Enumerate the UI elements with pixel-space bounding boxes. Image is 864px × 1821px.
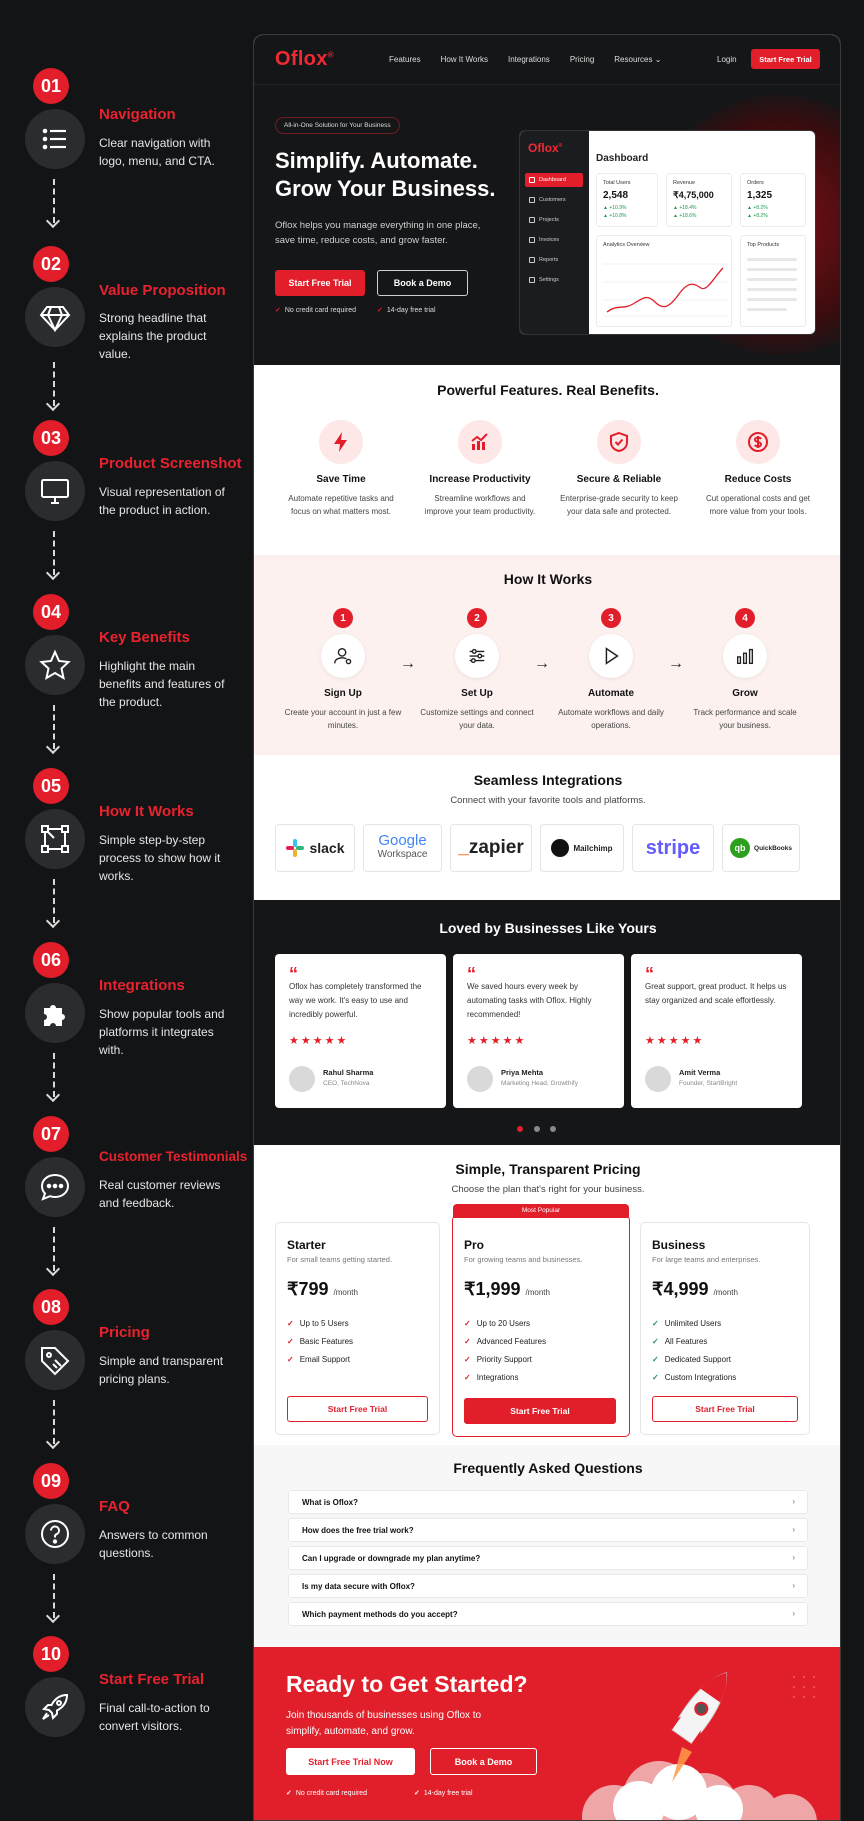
testimonial-name: Amit Verma	[679, 1068, 721, 1077]
projects-icon	[529, 217, 535, 223]
cta-check-no-card: ✓ No credit card required	[286, 1790, 368, 1797]
navbar	[254, 35, 840, 85]
chevron-right-icon: ›	[792, 1553, 795, 1562]
step-number: 08	[33, 1289, 69, 1325]
how-step-title: Grow	[732, 688, 758, 699]
nav-link-how-it-works[interactable]: How It Works	[440, 55, 488, 64]
faq-item[interactable]: What is Oflox? ›	[288, 1490, 808, 1514]
feature-save-time	[276, 420, 406, 518]
dash-menu-settings[interactable]: Settings	[525, 273, 583, 287]
workflow-icon	[25, 809, 85, 869]
step-desc: Show popular tools and platforms it integrates with.	[99, 1007, 225, 1057]
plan-feature: ✓ Priority Support	[464, 1355, 532, 1364]
nav-start-trial-button[interactable]: Start Free Trial	[751, 49, 820, 69]
testimonials-title: Loved by Businesses Like Yours	[439, 920, 657, 936]
step-desc: Visual representation of the product in action.	[99, 485, 225, 517]
plan-feature: ✓ Advanced Features	[464, 1337, 547, 1346]
plan-feature: ✓ All Features	[652, 1337, 708, 1346]
avatar	[289, 1066, 315, 1092]
stat-value: 1,325	[747, 190, 773, 201]
right-arrow-icon: →	[668, 655, 684, 672]
nav-link-resources[interactable]: Resources ⌄	[614, 55, 662, 64]
quickbooks-icon: qb	[730, 838, 750, 858]
testimonial-role: CEO, TechNova	[323, 1080, 370, 1087]
stat-label: Orders	[747, 180, 764, 186]
nav-link-features[interactable]: Features	[389, 55, 421, 64]
carousel-dot-active[interactable]	[517, 1126, 523, 1132]
customers-icon	[529, 197, 535, 203]
chevron-right-icon: ›	[792, 1497, 795, 1506]
pro-trial-button[interactable]: Start Free Trial	[464, 1398, 616, 1424]
step-number: 03	[33, 420, 69, 456]
plan-pro	[452, 1207, 630, 1437]
step-number: 02	[33, 246, 69, 282]
avatar	[645, 1066, 671, 1092]
plan-name: Business	[652, 1238, 706, 1252]
testimonial-text: Oflox has completely transformed the way we work. It's easy to use and incredibly powerful.	[289, 982, 422, 1019]
testimonials-section	[254, 900, 841, 1145]
testimonial-name: Rahul Sharma	[323, 1068, 374, 1077]
question-icon	[25, 1504, 85, 1564]
analytics-title: Analytics Overview	[603, 242, 650, 248]
quote-icon: “	[467, 964, 476, 984]
feature-secure	[554, 420, 684, 518]
quote-icon: “	[645, 964, 654, 984]
feature-reduce-costs	[693, 420, 823, 518]
plan-business	[640, 1222, 810, 1435]
feature-desc: Cut operational costs and get more value from your tools.	[705, 494, 811, 516]
plan-feature: ✓ Dedicated Support	[652, 1355, 731, 1364]
dollar-icon	[736, 420, 780, 464]
feature-productivity	[415, 420, 545, 518]
rocket-illustration	[554, 1657, 841, 1821]
how-step-number: 3	[601, 608, 621, 628]
how-step-automate	[546, 608, 676, 732]
pricing-title: Simple, Transparent Pricing	[455, 1161, 641, 1177]
monitor-icon	[25, 461, 85, 521]
starter-trial-button[interactable]: Start Free Trial	[287, 1396, 428, 1422]
user-icon	[321, 634, 365, 678]
placeholder-line	[747, 288, 797, 291]
step-title: Key Benefits	[99, 629, 190, 646]
feature-desc: Enterprise-grade security to keep your data safe and protected.	[560, 494, 678, 516]
integrations-subtitle: Connect with your favorite tools and platforms.	[450, 795, 646, 806]
down-arrow	[53, 362, 55, 406]
cta-start-trial-button[interactable]: Start Free Trial Now	[286, 1748, 415, 1775]
step-number: 01	[33, 68, 69, 104]
feature-title: Increase Productivity	[429, 474, 531, 485]
plan-starter	[275, 1222, 440, 1435]
rating-stars: ★★★★★	[467, 1035, 527, 1047]
top-products-card	[740, 235, 806, 327]
step-number: 09	[33, 1463, 69, 1499]
step-desc: Answers to common questions.	[99, 1528, 208, 1560]
step-title: Start Free Trial	[99, 1671, 205, 1688]
mailchimp-logo[interactable]: Mailchimp	[540, 824, 624, 872]
stat-change: ▲ +10.9% ▲ +10.8%	[603, 205, 627, 219]
how-it-works-section	[254, 555, 841, 755]
dashboard-icon	[529, 177, 535, 183]
testimonial-role: Marketing Head, Growthify	[501, 1080, 578, 1087]
placeholder-line	[747, 298, 797, 301]
chevron-right-icon: ›	[792, 1581, 795, 1590]
chat-icon	[25, 1157, 85, 1217]
how-step-set-up	[412, 608, 542, 732]
stripe-logo[interactable]: stripe	[632, 824, 714, 872]
placeholder-line	[747, 258, 797, 261]
testimonial-text: Great support, great product. It helps us stay organized and scale effortlessly.	[645, 982, 787, 1005]
feature-desc: Automate repetitive tasks and focus on what matters most.	[288, 494, 394, 516]
plan-feature: ✓ Up to 20 Users	[464, 1319, 531, 1328]
cta-book-demo-button[interactable]: Book a Demo	[430, 1748, 537, 1775]
step-desc: Clear navigation with logo, menu, and CTA.	[99, 136, 215, 168]
stat-change: ▲ +18.4% ▲ +18.6%	[673, 205, 697, 219]
step-desc: Simple step-by-step process to show how it works.	[99, 833, 221, 883]
analytics-card	[596, 235, 732, 327]
slack-logo[interactable]: slack	[275, 824, 355, 872]
feature-title: Save Time	[316, 474, 366, 485]
faq-item[interactable]: Is my data secure with Oflox? ›	[288, 1574, 808, 1598]
down-arrow	[53, 1400, 55, 1444]
how-title: How It Works	[503, 571, 593, 587]
plan-name: Starter	[287, 1238, 326, 1252]
reports-icon	[529, 257, 535, 263]
step-title: Value Proposition	[99, 282, 226, 299]
feature-title: Secure & Reliable	[576, 474, 662, 485]
stat-card-orders	[740, 173, 806, 227]
dashboard-logo: Oflox®	[528, 141, 563, 155]
nav-link-pricing[interactable]: Pricing	[569, 55, 595, 64]
how-step-desc: Customize settings and connect your data.	[420, 708, 534, 730]
rocket-icon	[25, 1677, 85, 1737]
stat-label: Revenue	[673, 180, 696, 186]
carousel-dot[interactable]	[534, 1126, 540, 1132]
slack-icon	[285, 838, 305, 858]
faq-item[interactable]: Can I upgrade or downgrade my plan anytime? ›	[288, 1546, 808, 1570]
down-arrow	[53, 1227, 55, 1271]
chevron-right-icon: ›	[792, 1609, 795, 1618]
how-step-number: 1	[333, 608, 353, 628]
features-section	[254, 365, 841, 555]
final-cta-section	[254, 1647, 841, 1821]
nav-link-integrations[interactable]: Integrations	[508, 55, 550, 64]
quote-icon: “	[289, 964, 298, 984]
dash-menu-customers[interactable]: Customers	[525, 193, 583, 207]
avatar	[467, 1066, 493, 1092]
right-arrow-icon: →	[400, 655, 416, 672]
feature-desc: Streamline workflows and improve your team productivity.	[424, 494, 536, 516]
zapier-logo[interactable]: _ zapier	[450, 824, 532, 872]
plan-feature: ✓ Basic Features	[287, 1337, 354, 1346]
hero-pill-badge: All-in-One Solution for Your Business	[275, 117, 400, 134]
stat-value: 2,548	[603, 190, 629, 201]
analytics-line-chart	[603, 254, 727, 322]
pricing-subtitle: Choose the plan that's right for your business.	[451, 1184, 645, 1195]
integrations-title: Seamless Integrations	[473, 772, 623, 788]
login-link[interactable]: Login	[717, 55, 737, 64]
plan-feature: ✓ Unlimited Users	[652, 1319, 722, 1328]
testimonial-role: Founder, StartBright	[679, 1080, 738, 1087]
quickbooks-logo[interactable]: qb QuickBooks	[722, 824, 800, 872]
chevron-right-icon: ›	[792, 1525, 795, 1534]
plan-feature: ✓ Integrations	[464, 1373, 519, 1382]
plan-audience: For large teams and enterprises.	[652, 1255, 761, 1264]
faq-title: Frequently Asked Questions	[453, 1460, 643, 1476]
how-step-number: 2	[467, 608, 487, 628]
down-arrow	[53, 179, 55, 223]
how-step-grow	[680, 608, 810, 732]
most-popular-badge: Most Popular	[453, 1204, 629, 1218]
hero-book-demo-button[interactable]: Book a Demo	[377, 270, 468, 296]
chart-growth-icon	[458, 420, 502, 464]
plan-feature: ✓ Custom Integrations	[652, 1373, 737, 1382]
plan-audience: For growing teams and businesses.	[464, 1255, 583, 1264]
settings-icon	[529, 277, 535, 283]
puzzle-icon	[25, 983, 85, 1043]
step-desc: Strong headline that explains the product value.	[99, 311, 207, 361]
down-arrow	[53, 705, 55, 749]
how-step-desc: Track performance and scale your business.	[693, 708, 797, 730]
star-icon	[25, 635, 85, 695]
play-icon	[589, 634, 633, 678]
hero-check-no-card: ✓ No credit card required	[275, 307, 357, 314]
plan-price: ₹1,999 /month	[464, 1279, 550, 1299]
google-workspace-logo[interactable]: Google Workspace	[363, 824, 442, 872]
rating-stars: ★★★★★	[289, 1035, 349, 1047]
step-number: 05	[33, 768, 69, 804]
stat-change: ▲ +8.2% ▲ +8.2%	[747, 205, 768, 219]
dash-menu-dashboard[interactable]: Dashboard	[525, 173, 583, 187]
down-arrow	[53, 1053, 55, 1097]
tag-icon	[25, 1330, 85, 1390]
hero-section	[254, 35, 840, 365]
testimonial-card	[453, 954, 624, 1108]
testimonial-name: Priya Mehta	[501, 1068, 544, 1077]
testimonial-card	[275, 954, 446, 1108]
step-number: 04	[33, 594, 69, 630]
top-products-title: Top Products	[747, 242, 780, 248]
how-step-desc: Automate workflows and daily operations.	[558, 708, 664, 730]
stat-label: Total Users	[603, 180, 631, 186]
faq-item[interactable]: Which payment methods do you accept? ›	[288, 1602, 808, 1626]
steps-column	[0, 0, 252, 1821]
how-step-title: Set Up	[461, 688, 493, 699]
step-title: Customer Testimonials	[99, 1149, 248, 1164]
down-arrow	[53, 531, 55, 575]
placeholder-line	[747, 278, 797, 281]
plan-feature: ✓ Up to 5 Users	[287, 1319, 349, 1328]
hero-check-trial: ✓ 14-day free trial	[377, 307, 436, 314]
step-title: Integrations	[99, 977, 185, 994]
brand-logo[interactable]: Oflox®	[275, 48, 334, 70]
pricing-section	[254, 1145, 841, 1445]
step-number: 10	[33, 1636, 69, 1672]
stat-card-revenue	[666, 173, 732, 227]
cta-title: Ready to Get Started?	[286, 1671, 528, 1697]
nav-links	[389, 55, 661, 64]
step-number: 06	[33, 942, 69, 978]
hero-title: Simplify. Automate. Grow Your Business.	[275, 148, 496, 201]
rating-stars: ★★★★★	[645, 1035, 705, 1047]
plan-audience: For small teams getting started.	[287, 1255, 393, 1264]
carousel-dot[interactable]	[550, 1126, 556, 1132]
bar-chart-icon	[723, 634, 767, 678]
stat-value: ₹4,75,000	[673, 190, 714, 200]
invoices-icon	[529, 237, 535, 243]
step-title: Pricing	[99, 1324, 150, 1341]
how-step-sign-up	[278, 608, 408, 732]
faq-item[interactable]: How does the free trial work? ›	[288, 1518, 808, 1542]
plan-name: Pro	[464, 1238, 485, 1252]
plan-price: ₹799 /month	[287, 1279, 358, 1299]
down-arrow	[53, 879, 55, 923]
dashboard-screenshot	[519, 130, 816, 335]
plan-feature: ✓ Email Support	[287, 1355, 350, 1364]
sliders-icon	[455, 634, 499, 678]
step-desc: Highlight the main benefits and features of the product.	[99, 659, 225, 709]
business-trial-button[interactable]: Start Free Trial	[652, 1396, 798, 1422]
shield-icon	[597, 420, 641, 464]
how-step-title: Automate	[587, 688, 635, 699]
dashboard-sidebar	[520, 131, 589, 335]
placeholder-line	[747, 308, 787, 311]
step-desc: Simple and transparent pricing plans.	[99, 1354, 224, 1386]
how-step-desc: Create your account in just a few minutes.	[284, 708, 402, 730]
placeholder-line	[747, 268, 797, 271]
step-title: How It Works	[99, 803, 194, 820]
step-desc: Final call-to-action to convert visitors.	[99, 1701, 210, 1733]
lightning-icon	[319, 420, 363, 464]
how-step-title: Sign Up	[324, 688, 362, 699]
step-title: Product Screenshot	[99, 455, 242, 472]
dashboard-title: Dashboard	[596, 153, 649, 164]
cta-check-trial: ✓ 14-day free trial	[414, 1790, 473, 1797]
plan-price: ₹4,999 /month	[652, 1279, 738, 1299]
features-title: Powerful Features. Real Benefits.	[437, 382, 659, 398]
down-arrow	[53, 1574, 55, 1618]
testimonial-card	[631, 954, 802, 1108]
step-number: 07	[33, 1116, 69, 1152]
landing-page-mockup	[253, 34, 841, 1821]
step-title: Navigation	[99, 106, 176, 123]
diamond-icon	[25, 287, 85, 347]
right-arrow-icon: →	[534, 655, 550, 672]
stat-card-users	[596, 173, 658, 227]
dash-menu-reports[interactable]: Reports	[525, 253, 583, 267]
mailchimp-icon	[551, 839, 569, 857]
how-step-number: 4	[735, 608, 755, 628]
cta-text: Join thousands of businesses using Oflox to simplify, automate, and grow.	[286, 1710, 482, 1737]
step-title: FAQ	[99, 1498, 130, 1515]
feature-title: Reduce Costs	[724, 474, 792, 485]
step-desc: Real customer reviews and feedback.	[99, 1178, 221, 1210]
testimonial-text: We saved hours every week by automating tasks with Oflox. Highly recommended!	[467, 982, 592, 1019]
hero-lead: Oflox helps you manage everything in one place, save time, reduce costs, and grow faster.	[275, 220, 481, 246]
hero-start-trial-button[interactable]: Start Free Trial	[275, 270, 365, 296]
faq-section	[254, 1445, 841, 1647]
dash-menu-invoices[interactable]: Invoices	[525, 233, 583, 247]
dash-menu-projects[interactable]: Projects	[525, 213, 583, 227]
list-icon	[25, 109, 85, 169]
integrations-section	[254, 755, 841, 900]
